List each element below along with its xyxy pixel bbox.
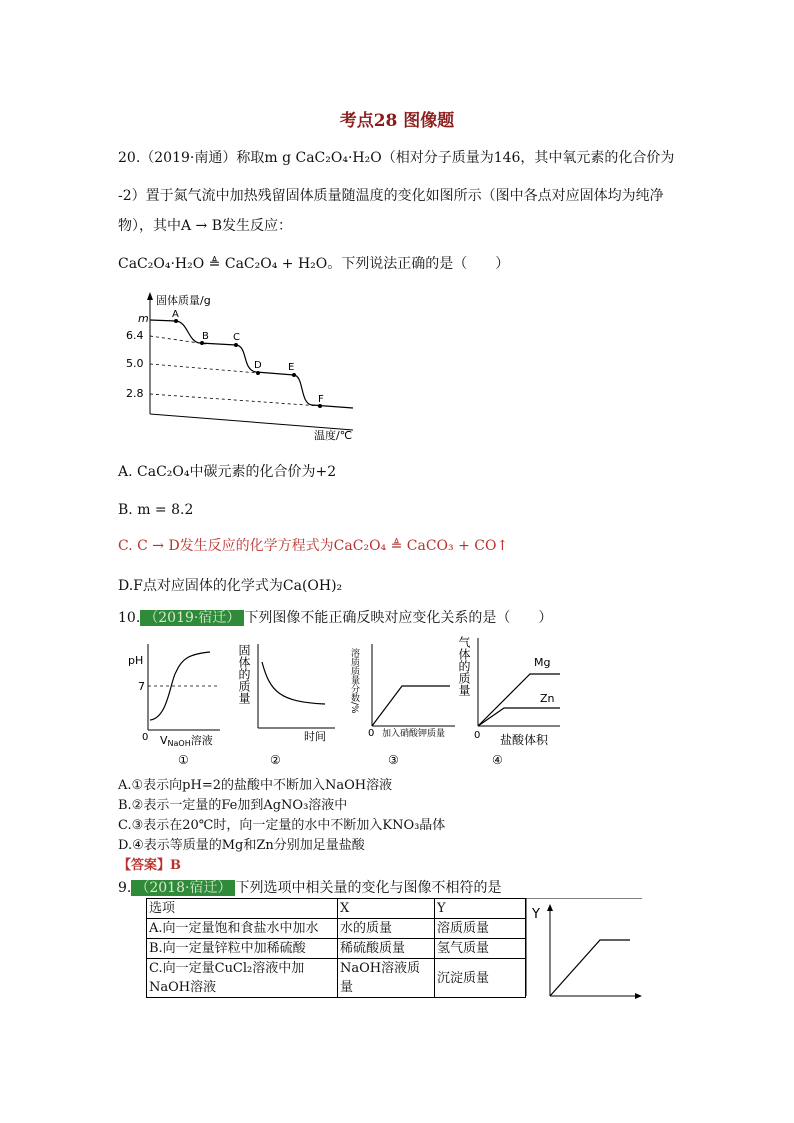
q20-point-e: E: [288, 362, 295, 373]
q9-row-c-option: C.向一定量CuCl₂溶液中加NaOH溶液: [147, 959, 338, 998]
q10-g2-ylabel: 固体的质量: [237, 644, 251, 704]
q10-answer: 【答案】B: [118, 858, 181, 873]
q20-ytick-50: 5.0: [126, 357, 144, 370]
q10-option-d: D.④表示等质量的Mg和Zn分别加足量盐酸: [118, 838, 365, 853]
q10-source-tag: （2019·宿迁）: [140, 610, 244, 626]
q20-point-a: A: [172, 309, 179, 320]
q9-stem-line: [118, 878, 501, 898]
q10-g1-num: ①: [178, 753, 189, 767]
q10-g1-xlabel-sub: NaOH: [167, 739, 191, 748]
q20-line2: -2）置于氮气流中加热残留固体质量随温度的变化如图所示（图中各点对应固体均为纯净: [118, 188, 664, 204]
q20-point-d: D: [254, 360, 262, 371]
q9-header-y: Y: [435, 899, 526, 919]
q20-ytick-28: 2.8: [126, 387, 144, 400]
q10-graph-2: [237, 644, 335, 767]
q20-point-c: C: [233, 332, 240, 343]
q10-g3-num: ③: [388, 753, 399, 767]
q9-row-a-option: A.向一定量饱和食盐水中加水: [147, 919, 338, 939]
q9-stem: 下列选项中相关量的变化与图像不相符的是: [235, 880, 502, 896]
q10-graph-4: [457, 635, 560, 767]
q20-xlabel: 温度/℃: [314, 429, 353, 442]
q10-option-a: A.①表示向pH=2的盐酸中不断加入NaOH溶液: [118, 778, 393, 793]
q10-g1-ylabel: pH: [128, 654, 144, 667]
q10-g2-xlabel: 时间: [304, 730, 326, 743]
q9-table-header: [147, 899, 526, 919]
q20-option-b: B. m = 8.2: [118, 502, 194, 518]
q10-g4-series-mg: Mg: [534, 656, 551, 669]
svg-text:VNaOH溶液: [160, 733, 213, 748]
q20-option-d: D.F点对应固体的化学式为Ca(OH)₂: [118, 578, 343, 594]
q10-g3-origin: 0: [368, 728, 375, 739]
q10-g1-ytick: 7: [138, 680, 145, 693]
q9-number: 9.: [118, 880, 132, 896]
q9-table: [146, 898, 526, 998]
q10-g4-origin: 0: [474, 730, 481, 741]
q9-header-x: X: [338, 899, 435, 919]
q10-stem: 下列图像不能正确反映对应变化关系的是（ ）: [244, 610, 553, 626]
q10-graphs: [120, 632, 560, 772]
q10-option-b: B.②表示一定量的Fe加到AgNO₃溶液中: [118, 798, 348, 813]
q10-graph-3: [349, 644, 455, 767]
q9-row-c-y: 沉淀质量: [435, 959, 526, 998]
q9-row-a-y: 溶质质量: [435, 919, 526, 939]
page-title: 考点28 图像题: [339, 111, 455, 131]
q10-g4-xlabel: 盐酸体积: [500, 733, 549, 747]
table-row: [147, 919, 526, 939]
q10-stem-line: [118, 608, 552, 628]
q10-g3-xlabel: 加入硝酸钾质量: [382, 729, 446, 739]
q10-g2-num: ②: [270, 753, 281, 767]
q10-g3-ylabel: 溶质质量分数/%: [349, 648, 359, 714]
q10-g4-series-zn: Zn: [540, 692, 555, 705]
q20-ylabel: 固体质量/g: [156, 294, 211, 307]
q20-equation: CaC₂O₄·H₂O ≜ CaC₂O₄ + H₂O。下列说法正确的是（ ）: [118, 256, 510, 272]
q9-graph-ylabel: Y: [532, 907, 540, 922]
q10-option-c: C.③表示在20℃时，向一定量的水中不断加入KNO₃晶体: [118, 818, 446, 833]
q20-line1: 20.（2019·南通）称取m g CaC₂O₄·H₂O（相对分子质量为146，其中氧元素的化合价为: [118, 150, 675, 166]
q10-g4-ylabel: 气体的质量: [457, 636, 471, 696]
q9-row-a-x: 水的质量: [338, 919, 435, 939]
q9-header-option: 选项: [147, 899, 338, 919]
q20-line3: 物），其中A → B发生反应：: [118, 218, 293, 234]
q9-graph: [524, 898, 644, 1004]
q20-point-b: B: [202, 331, 209, 342]
q10-g4-num: ④: [492, 753, 503, 767]
q20-ytick-64: 6.4: [126, 329, 144, 342]
q20-graph: [118, 288, 368, 448]
q10-g1-origin: 0: [142, 732, 149, 743]
q10-g1-xlabel-suffix: 溶液: [190, 734, 213, 747]
q10-g1-xlabel: V: [160, 734, 168, 747]
table-row: [147, 959, 526, 998]
q20-option-a: A. CaC₂O₄中碳元素的化合价为+2: [118, 464, 337, 480]
q9-row-b-x: 稀硫酸质量: [338, 939, 435, 959]
q10-number: 10.: [118, 610, 141, 626]
q20-point-f: F: [318, 394, 324, 405]
q20-option-c: C. C → D发生反应的化学方程式为CaC₂O₄ ≜ CaCO₃ + CO↑: [118, 538, 509, 554]
q10-graph-1: [128, 644, 220, 767]
q9-row-b-option: B.向一定量锌粒中加稀硫酸: [147, 939, 338, 959]
table-row: [147, 939, 526, 959]
q9-row-c-x: NaOH溶液质量: [338, 959, 435, 998]
q9-source-tag: （2018·宿迁）: [131, 880, 235, 896]
q20-ytick-m: m: [138, 312, 149, 325]
q9-row-b-y: 氢气质量: [435, 939, 526, 959]
